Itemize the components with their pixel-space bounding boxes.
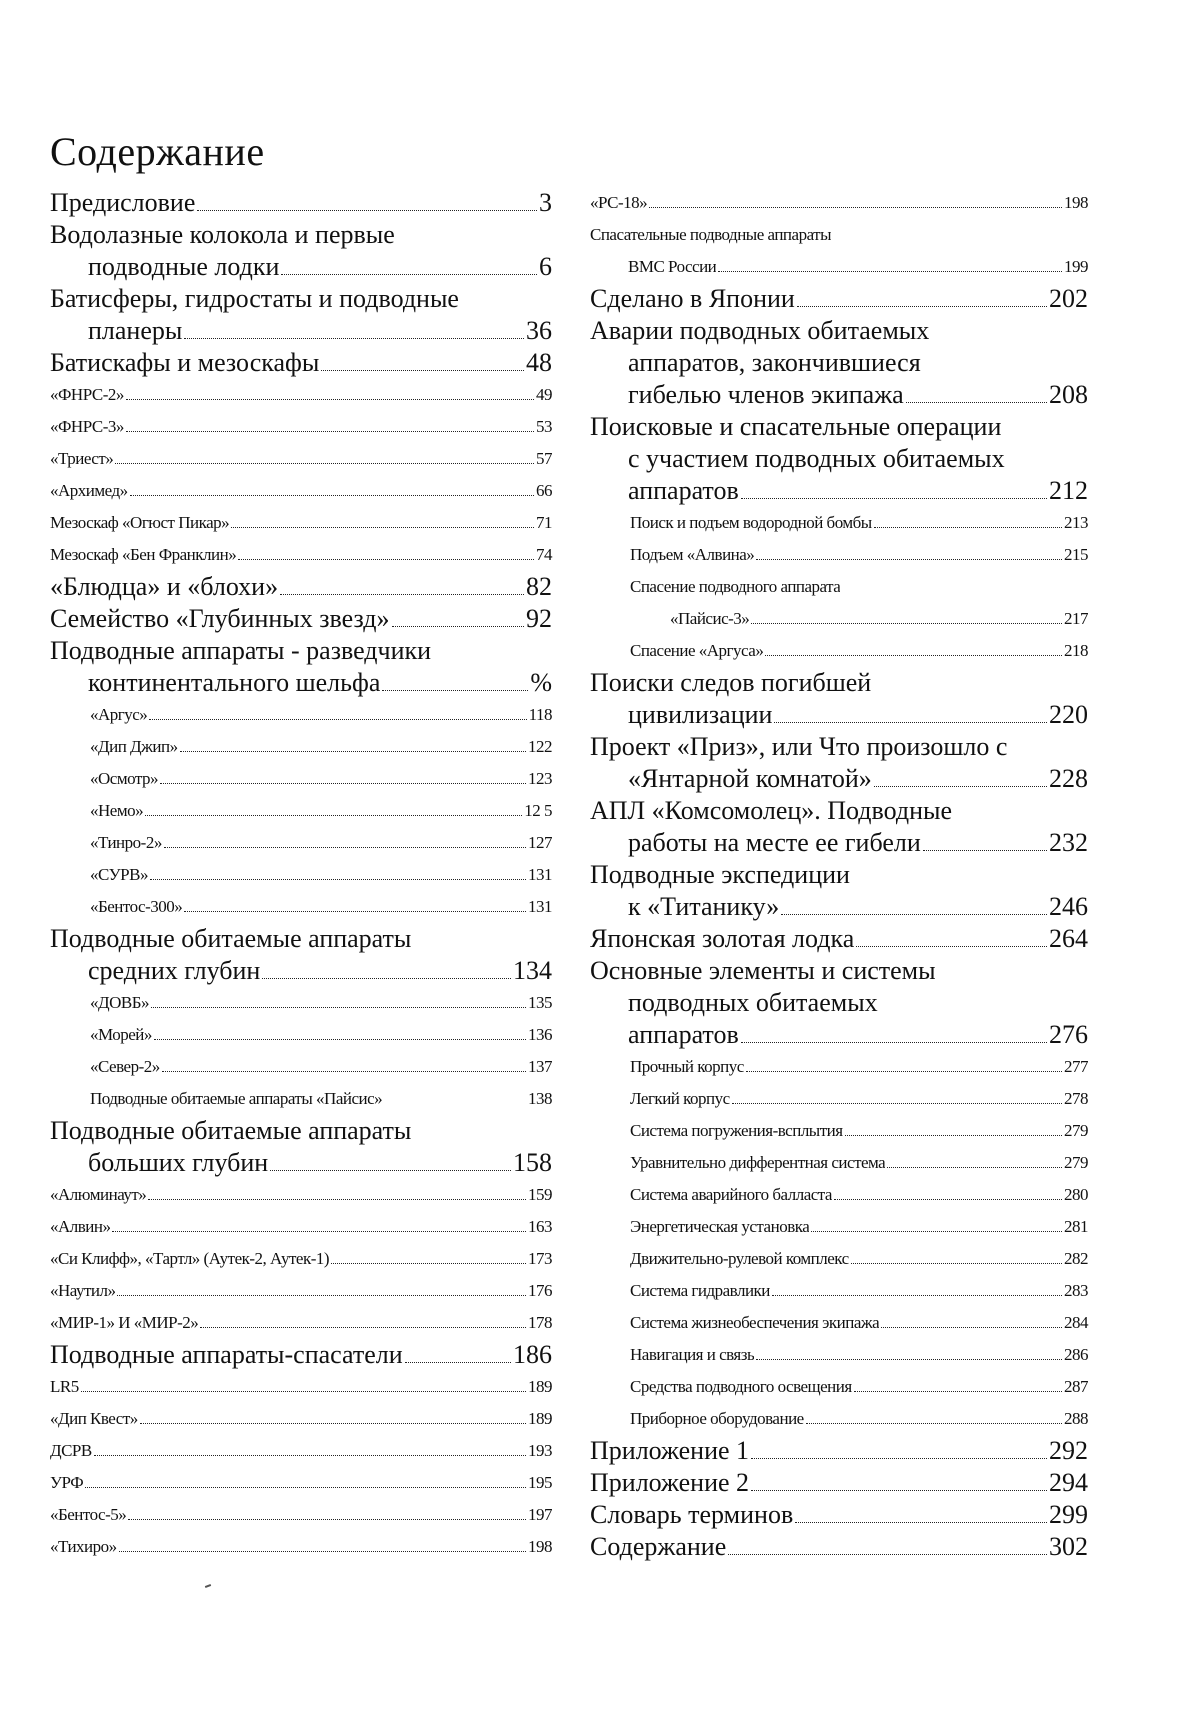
toc-page-number: 48 <box>526 348 552 377</box>
toc-page-number: 176 <box>528 1281 552 1300</box>
dot-leader <box>856 946 1047 947</box>
dot-leader <box>151 1007 526 1008</box>
toc-entry[interactable] <box>590 1499 1088 1531</box>
toc-entry[interactable] <box>590 187 1088 219</box>
toc-entry-title: «Бентос-5» <box>50 1505 127 1524</box>
toc-page-number: 189 <box>528 1409 552 1428</box>
toc-page-number: 118 <box>528 705 552 724</box>
dot-leader <box>874 527 1062 528</box>
dot-leader <box>162 1071 526 1072</box>
dot-leader <box>741 1042 1047 1043</box>
toc-entry-title: УРФ <box>50 1473 84 1492</box>
toc-entry-title: подводные лодки <box>88 252 280 281</box>
toc-entry-title: Приложение 1 <box>590 1436 750 1465</box>
toc-entry-title: «Блюдца» и «блохи» <box>50 572 279 601</box>
toc-entry-title: «Дип Квест» <box>50 1409 138 1428</box>
toc-page-number: 131 <box>528 865 552 884</box>
dot-leader <box>806 1423 1062 1424</box>
toc-entry-title: Словарь терминов <box>590 1500 794 1529</box>
toc-entry-title: работы на месте ее гибели <box>628 828 921 857</box>
toc-entry-title: Подводные обитаемые аппараты <box>50 924 412 953</box>
toc-entry[interactable] <box>590 1371 1088 1403</box>
dot-leader <box>906 402 1047 403</box>
dot-leader <box>756 559 1062 560</box>
toc-page-number: 135 <box>528 993 552 1012</box>
toc-entry[interactable] <box>590 1211 1088 1243</box>
toc-entry-title: к «Титанику» <box>628 892 780 921</box>
toc-page-number: 36 <box>526 316 552 345</box>
toc-entry-title: «Пайсис-3» <box>670 609 750 628</box>
toc-entry[interactable] <box>50 1019 552 1051</box>
dot-leader <box>85 1487 526 1488</box>
toc-entry-title: Подводные экспедиции <box>590 860 850 889</box>
toc-entry[interactable] <box>590 1403 1088 1435</box>
toc-entry-title: Система жизнеобеспечения экипажа <box>630 1313 880 1332</box>
dot-leader <box>231 527 534 528</box>
toc-entry[interactable] <box>50 763 552 795</box>
toc-page-number: 138 <box>528 1089 552 1108</box>
toc-page-number: 202 <box>1049 284 1088 313</box>
toc-entry-title: Японская золотая лодка <box>590 924 855 953</box>
toc-entry-title: Предисловие <box>50 188 196 217</box>
toc-entry[interactable] <box>590 1083 1088 1115</box>
toc-entry-title: аппаратов <box>628 1020 739 1049</box>
toc-entry-title: Сделано в Японии <box>590 284 795 313</box>
toc-page-number: 212 <box>1049 476 1088 505</box>
toc-page-number: 232 <box>1049 828 1088 857</box>
toc-page-number: 92 <box>526 604 552 633</box>
toc-entry[interactable] <box>50 1339 552 1371</box>
toc-entry-title: Подъем «Алвина» <box>630 545 755 564</box>
toc-entry[interactable] <box>50 891 552 923</box>
dot-leader <box>149 719 526 720</box>
dot-leader <box>756 1359 1062 1360</box>
dot-leader <box>854 1391 1062 1392</box>
dot-leader <box>834 1199 1062 1200</box>
toc-page-number: 228 <box>1049 764 1088 793</box>
toc-entry[interactable] <box>50 827 552 859</box>
dot-leader <box>728 1554 1047 1555</box>
dot-leader <box>321 370 524 371</box>
toc-entry-title: Легкий корпус <box>630 1089 730 1108</box>
toc-entry-title: средних глубин <box>88 956 261 985</box>
toc-entry-title: «СУРВ» <box>90 865 148 884</box>
toc-entry-title: «ФНРС-2» <box>50 385 124 404</box>
dot-leader <box>200 1327 526 1328</box>
toc-page-number: 282 <box>1064 1249 1088 1268</box>
dot-leader <box>795 1522 1047 1523</box>
toc-page-number: 218 <box>1064 641 1088 660</box>
toc-page-number: 3 <box>539 188 552 217</box>
toc-entry-title: «Алвин» <box>50 1217 111 1236</box>
toc-page-number: 281 <box>1064 1217 1088 1236</box>
toc-entry[interactable] <box>50 443 552 475</box>
toc-entry[interactable] <box>590 315 1088 411</box>
toc-entry[interactable] <box>590 571 1088 635</box>
dot-leader <box>117 1295 526 1296</box>
toc-page-number: 71 <box>536 513 552 532</box>
toc-page-number: 186 <box>513 1340 552 1369</box>
toc-entry-title: «Бентос-300» <box>90 897 183 916</box>
toc-entry-title: Уравнительно дифферентная система <box>630 1153 886 1172</box>
toc-entry-title: «Тинро-2» <box>90 833 162 852</box>
dot-leader <box>331 1263 526 1264</box>
toc-page-number: 280 <box>1064 1185 1088 1204</box>
toc-entry-title: Содержание <box>590 1532 727 1561</box>
dot-leader <box>126 431 534 432</box>
toc-page-number: 137 <box>528 1057 552 1076</box>
toc-entry[interactable] <box>590 539 1088 571</box>
toc-entry-title: АПЛ «Комсомолец». Подводные <box>590 796 953 825</box>
toc-page-number: 215 <box>1064 545 1088 564</box>
toc-entry[interactable] <box>590 1275 1088 1307</box>
toc-entry[interactable] <box>50 1083 552 1115</box>
toc-page-number: 158 <box>513 1148 552 1177</box>
toc-entry-title: Семейство «Глубинных звезд» <box>50 604 390 633</box>
toc-entry-title: аппаратов, закончившиеся <box>628 348 921 377</box>
toc-entry-title: планеры <box>88 316 183 345</box>
toc-entry-title: гибелью членов экипажа <box>628 380 904 409</box>
toc-entry[interactable] <box>590 1531 1088 1563</box>
dot-leader <box>781 914 1047 915</box>
toc-entry-title: Батисферы, гидростаты и подводные <box>50 284 459 313</box>
toc-entry[interactable] <box>590 1467 1088 1499</box>
toc-entry-title: «Тихиро» <box>50 1537 117 1556</box>
toc-page-number: 199 <box>1064 257 1088 276</box>
toc-entry-title: «Осмотр» <box>90 769 158 788</box>
toc-page-number: 82 <box>526 572 552 601</box>
toc-entry[interactable] <box>50 539 552 571</box>
dot-leader <box>765 655 1062 656</box>
toc-page-number: 279 <box>1064 1121 1088 1140</box>
dot-leader <box>130 495 534 496</box>
dot-leader <box>887 1167 1062 1168</box>
toc-entry-title: «Дип Джип» <box>90 737 178 756</box>
toc-entry-title: Спасение подводного аппарата <box>630 577 841 596</box>
dot-leader <box>741 498 1047 499</box>
toc-entry[interactable] <box>50 347 552 379</box>
toc-entry-title: «Аргус» <box>90 705 148 724</box>
toc-page-number: 74 <box>536 545 552 564</box>
toc-entry-title: Подводные обитаемые аппараты «Пайсис» <box>90 1089 383 1108</box>
toc-entry[interactable] <box>50 1435 552 1467</box>
toc-page-number: 279 <box>1064 1153 1088 1172</box>
toc-entry[interactable] <box>590 411 1088 507</box>
toc-entry-title: континентального шельфа <box>88 668 381 697</box>
dot-leader <box>774 722 1047 723</box>
toc-left-column <box>50 187 552 1563</box>
toc-page-number: 178 <box>528 1313 552 1332</box>
toc-page-number: 122 <box>528 737 552 756</box>
dot-leader <box>874 786 1047 787</box>
toc-entry[interactable] <box>590 1115 1088 1147</box>
toc-entry[interactable] <box>590 1243 1088 1275</box>
toc-page-number: 284 <box>1064 1313 1088 1332</box>
toc-entry-title: Приложение 2 <box>590 1468 750 1497</box>
dot-leader <box>150 879 526 880</box>
toc-entry[interactable] <box>590 635 1088 667</box>
toc-entry-title: Батискафы и мезоскафы <box>50 348 320 377</box>
dot-leader <box>772 1295 1062 1296</box>
dot-leader <box>262 978 511 979</box>
toc-entry-title: Подводные аппараты - разведчики <box>50 636 432 665</box>
toc-page-number: 197 <box>528 1505 552 1524</box>
toc-entry-title: «Архимед» <box>50 481 128 500</box>
toc-page-number: 277 <box>1064 1057 1088 1076</box>
toc-entry-title: с участием подводных обитаемых <box>628 444 1005 473</box>
toc-entry[interactable] <box>50 475 552 507</box>
dot-leader <box>145 815 522 816</box>
toc-entry-title: Поисковые и спасательные операции <box>590 412 1002 441</box>
toc-entry[interactable] <box>50 699 552 731</box>
toc-entry[interactable] <box>50 187 552 219</box>
toc-entry-title: «Север-2» <box>90 1057 160 1076</box>
dot-leader <box>751 1458 1047 1459</box>
toc-page-number: 173 <box>528 1249 552 1268</box>
toc-entry[interactable] <box>50 283 552 347</box>
dot-leader <box>112 1231 526 1232</box>
toc-entry[interactable] <box>590 667 1088 731</box>
toc-entry[interactable] <box>50 795 552 827</box>
toc-page-number: 136 <box>528 1025 552 1044</box>
toc-entry[interactable] <box>50 219 552 283</box>
toc-page-number: 299 <box>1049 1500 1088 1529</box>
toc-entry-title: «Янтарной комнатой» <box>628 764 872 793</box>
toc-page-number: 213 <box>1064 513 1088 532</box>
toc-right-column <box>590 187 1088 1563</box>
toc-entry[interactable] <box>50 1051 552 1083</box>
toc-entry-title: Водолазные колокола и первые <box>50 220 395 249</box>
toc-page-number: 292 <box>1049 1436 1088 1465</box>
toc-page-number: 127 <box>528 833 552 852</box>
toc-page-number: 278 <box>1064 1089 1088 1108</box>
toc-page-number: 134 <box>513 956 552 985</box>
dot-leader <box>197 210 537 211</box>
toc-entry[interactable] <box>590 1435 1088 1467</box>
toc-entry[interactable] <box>50 411 552 443</box>
toc-entry-title: Подводные обитаемые аппараты <box>50 1116 412 1145</box>
toc-entry-title: «Триест» <box>50 449 114 468</box>
toc-entry[interactable] <box>590 1147 1088 1179</box>
toc-entry-title: Система гидравлики <box>630 1281 770 1300</box>
toc-entry[interactable] <box>50 923 552 987</box>
toc-page-number: % <box>530 668 552 697</box>
toc-entry-title: аппаратов <box>628 476 739 505</box>
toc-entry[interactable] <box>590 1307 1088 1339</box>
toc-page-number: 66 <box>536 481 552 500</box>
toc-entry-title: Проект «Приз», или Что произошло с <box>590 732 1008 761</box>
dot-leader <box>270 1170 511 1171</box>
dot-leader <box>119 1551 526 1552</box>
toc-entry[interactable] <box>590 795 1088 859</box>
toc-entry[interactable] <box>590 1339 1088 1371</box>
dot-leader <box>128 1519 526 1520</box>
dot-leader <box>184 911 526 912</box>
toc-entry-title: Подводные аппараты-спасатели <box>50 1340 403 1369</box>
toc-entry[interactable] <box>590 955 1088 1051</box>
toc-entry[interactable] <box>590 923 1088 955</box>
toc-entry[interactable] <box>50 1499 552 1531</box>
page-title: Содержание <box>50 128 265 174</box>
toc-entry-title: «Алюминаут» <box>50 1185 147 1204</box>
dot-leader <box>732 1103 1062 1104</box>
toc-entry[interactable] <box>50 987 552 1019</box>
dot-leader <box>751 1490 1047 1491</box>
toc-entry-title: «МИР-1» И «МИР-2» <box>50 1313 199 1332</box>
toc-entry-title: Прочный корпус <box>630 1057 744 1076</box>
toc-page-number: 217 <box>1064 609 1088 628</box>
toc-entry-title: Спасательные подводные аппараты <box>590 225 832 244</box>
toc-entry[interactable] <box>590 219 1088 283</box>
dot-leader <box>845 1135 1062 1136</box>
toc-page-number: 49 <box>536 385 552 404</box>
toc-entry[interactable] <box>590 283 1088 315</box>
dot-leader <box>280 594 524 595</box>
toc-entry[interactable] <box>50 379 552 411</box>
toc-entry[interactable] <box>50 859 552 891</box>
toc-page-number: 220 <box>1049 700 1088 729</box>
toc-page-number: 286 <box>1064 1345 1088 1364</box>
toc-entry[interactable] <box>50 507 552 539</box>
toc-entry-title: ДСРВ <box>50 1441 92 1460</box>
toc-page-number: 123 <box>528 769 552 788</box>
toc-entry[interactable] <box>50 635 552 699</box>
toc-entry-title: Аварии подводных обитаемых <box>590 316 930 345</box>
toc-page-number: 302 <box>1049 1532 1088 1561</box>
toc-page-number: 195 <box>528 1473 552 1492</box>
dot-leader <box>649 207 1062 208</box>
toc-page-number: 276 <box>1049 1020 1088 1049</box>
toc-page-number: 294 <box>1049 1468 1088 1497</box>
toc-entry-title: «Наутил» <box>50 1281 116 1300</box>
toc-entry[interactable] <box>50 1467 552 1499</box>
dot-leader <box>718 271 1062 272</box>
toc-entry-title: Приборное оборудование <box>630 1409 804 1428</box>
dot-leader <box>851 1263 1062 1264</box>
toc-entry-title: Навигация и связь <box>630 1345 755 1364</box>
toc-entry-title: Поиск и подъем водородной бомбы <box>630 513 872 532</box>
toc-page-number: 131 <box>528 897 552 916</box>
toc-page-number: 193 <box>528 1441 552 1460</box>
toc-entry-title: Мезоскаф «Огюст Пикар» <box>50 513 230 532</box>
toc-page-number: 198 <box>528 1537 552 1556</box>
dot-leader <box>923 850 1047 851</box>
dot-leader <box>154 1039 526 1040</box>
dot-leader <box>148 1199 526 1200</box>
toc-page-number: 57 <box>536 449 552 468</box>
dot-leader <box>405 1362 511 1363</box>
dot-leader <box>140 1423 526 1424</box>
dot-leader <box>238 559 534 560</box>
toc-page-number: 288 <box>1064 1409 1088 1428</box>
toc-entry-title: Система погружения-всплытия <box>630 1121 843 1140</box>
toc-entry[interactable] <box>590 1051 1088 1083</box>
toc-entry[interactable] <box>50 1531 552 1563</box>
toc-entry[interactable] <box>590 1179 1088 1211</box>
toc-page-number: 53 <box>536 417 552 436</box>
toc-entry-title: больших глубин <box>88 1148 269 1177</box>
toc-entry[interactable] <box>50 1275 552 1307</box>
toc-page-number: 6 <box>539 252 552 281</box>
dot-leader <box>180 751 526 752</box>
toc-page-number: 246 <box>1049 892 1088 921</box>
dot-leader <box>94 1455 526 1456</box>
toc-page-number: 208 <box>1049 380 1088 409</box>
toc-entry-title: Энергетическая установка <box>630 1217 810 1236</box>
toc-entry[interactable] <box>50 1243 552 1275</box>
toc-entry-title: «РС-18» <box>590 193 648 212</box>
toc-entry[interactable] <box>50 1371 552 1403</box>
toc-page-number: 163 <box>528 1217 552 1236</box>
toc-entry[interactable] <box>590 507 1088 539</box>
toc-entry[interactable] <box>50 1179 552 1211</box>
scan-artifact <box>205 1584 211 1588</box>
toc-entry[interactable] <box>50 1403 552 1435</box>
toc-entry-title: подводных обитаемых <box>628 988 878 1017</box>
dot-leader <box>160 783 526 784</box>
dot-leader <box>281 274 537 275</box>
dot-leader <box>81 1391 526 1392</box>
dot-leader <box>751 623 1062 624</box>
dot-leader <box>126 399 534 400</box>
toc-entry[interactable] <box>50 1307 552 1339</box>
dot-leader <box>184 338 524 339</box>
toc-entry[interactable] <box>50 571 552 603</box>
dot-leader <box>392 626 524 627</box>
toc-entry-title: Система аварийного балласта <box>630 1185 832 1204</box>
dot-leader <box>797 306 1047 307</box>
toc-entry[interactable] <box>590 859 1088 923</box>
toc-entry-title: «ФНРС-3» <box>50 417 124 436</box>
toc-entry-title: Движительно-рулевой комплекс <box>630 1249 849 1268</box>
dot-leader <box>164 847 526 848</box>
dot-leader <box>115 463 534 464</box>
toc-entry[interactable] <box>50 1115 552 1179</box>
toc-entry-title: «Си Клифф», «Тартл» (Аутек-2, Аутек-1) <box>50 1249 330 1268</box>
toc-page-number: 283 <box>1064 1281 1088 1300</box>
toc-page-number: 198 <box>1064 193 1088 212</box>
toc-entry[interactable] <box>50 731 552 763</box>
toc-page-number: 264 <box>1049 924 1088 953</box>
toc-page-number: 159 <box>528 1185 552 1204</box>
toc-entry-title: Мезоскаф «Бен Франклин» <box>50 545 237 564</box>
dot-leader <box>746 1071 1062 1072</box>
toc-entry[interactable] <box>590 731 1088 795</box>
toc-page-number: 189 <box>528 1377 552 1396</box>
toc-entry-title: Основные элементы и системы <box>590 956 936 985</box>
toc-page-number: 12 5 <box>524 801 552 820</box>
toc-entry-title: Спасение «Аргуса» <box>630 641 764 660</box>
toc-entry-title: ВМС России <box>628 257 717 276</box>
toc-page-number: 287 <box>1064 1377 1088 1396</box>
toc-entry[interactable] <box>50 1211 552 1243</box>
dot-leader <box>881 1327 1062 1328</box>
toc-entry-title: «ДОВБ» <box>90 993 149 1012</box>
toc-entry-title: цивилизации <box>628 700 773 729</box>
dot-leader <box>382 690 528 691</box>
toc-entry-title: Поиски следов погибшей <box>590 668 872 697</box>
dot-leader <box>811 1231 1062 1232</box>
toc-entry[interactable] <box>50 603 552 635</box>
toc-entry-title: «Морей» <box>90 1025 152 1044</box>
toc-entry-title: LR5 <box>50 1377 79 1396</box>
toc-entry-title: Средства подводного освещения <box>630 1377 852 1396</box>
toc-entry-title: «Немо» <box>90 801 144 820</box>
